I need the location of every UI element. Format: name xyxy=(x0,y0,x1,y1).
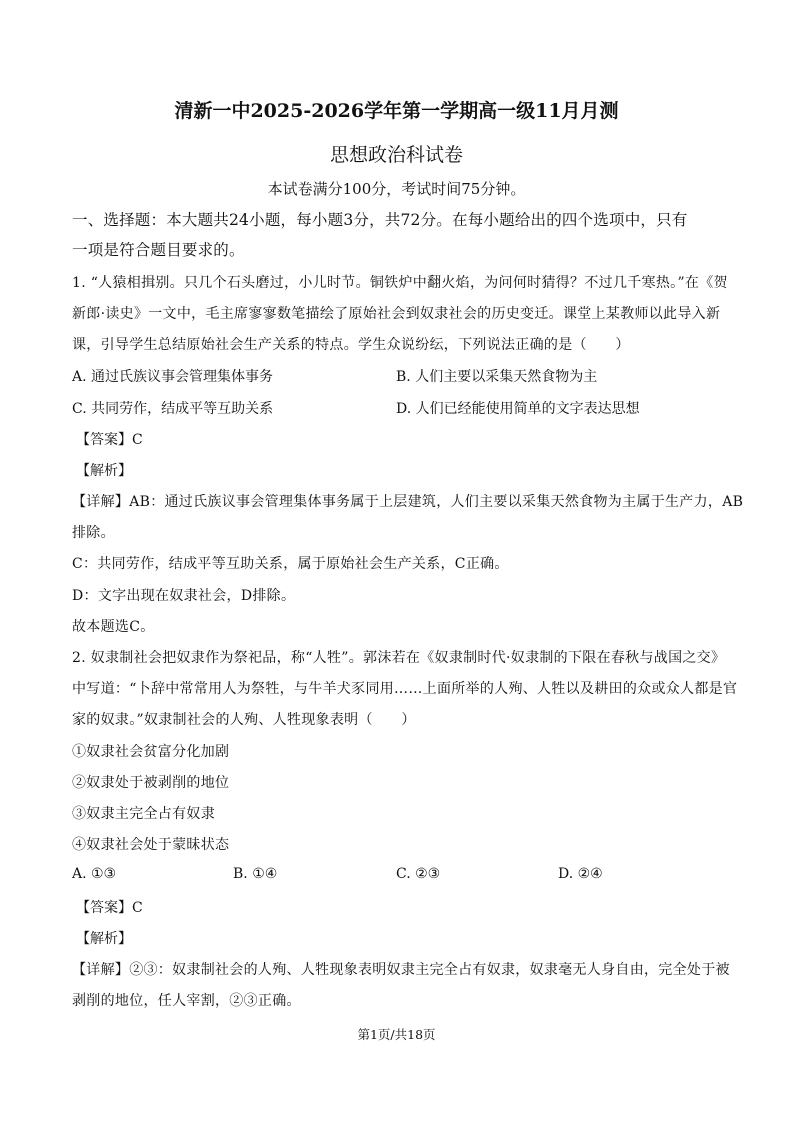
q2-stem-line1: 2. 奴隶制社会把奴隶作为祭祀品，称“人牲”。郭沫若在《奴隶制时代·奴隶制的下限在春秋与战国之交》 xyxy=(72,650,726,666)
q2-item-2: ②奴隶处于被剥削的地位 xyxy=(72,775,230,791)
q1-answer: 【答案】C xyxy=(76,432,143,448)
q2-stem-line2: 中写道：“卜辞中常常用人为祭牲，与牛羊犬豕同用……上面所举的人殉、人牲以及耕田的众或众人都是官 xyxy=(72,681,738,697)
q1-option-b: B. 人们主要以采集天然食物为主 xyxy=(396,369,598,385)
q1-stem-line1: 1. “人猿相揖别。只几个石头磨过，小儿时节。铜铁炉中翻火焰，为问何时猜得？不过几千寒热。”在《贺 xyxy=(72,275,728,291)
q2-option-d: D. ②④ xyxy=(558,866,603,882)
q1-detail-line2: 排除。 xyxy=(72,525,115,541)
q1-stem-line2: 新郎·读史》一文中，毛主席寥寥数笔描绘了原始社会到奴隶社会的历史变迁。课堂上某教师以此导入新 xyxy=(72,306,721,322)
q1-option-d: D. 人们已经能使用简单的文字表达思想 xyxy=(396,401,640,417)
exam-title: 清新一中2025-2026学年第一学期高一级11月月测 xyxy=(174,100,619,122)
q1-analysis-label: 【解析】 xyxy=(76,463,132,479)
section-heading-line1: 一、选择题：本大题共24小题，每小题3分，共72分。在每小题给出的四个选项中，只有 xyxy=(72,211,688,229)
q1-detail-line4: D：文字出现在奴隶社会，D排除。 xyxy=(72,588,296,604)
exam-info: 本试卷满分100分，考试时间75分钟。 xyxy=(267,180,526,198)
q1-stem-line3: 课，引导学生总结原始社会生产关系的特点。学生众说纷纭，下列说法正确的是（ ） xyxy=(72,337,630,353)
q2-detail-line1: 【详解】②③：奴隶制社会的人殉、人牲现象表明奴隶主完全占有奴隶，奴隶毫无人身自由，完全处于被 xyxy=(72,962,730,978)
q1-detail-line3: C：共同劳作，结成平等互助关系，属于原始社会生产关系，C正确。 xyxy=(72,556,509,572)
q2-stem-line3: 家的奴隶。”奴隶制社会的人殉、人牲现象表明（ ） xyxy=(72,712,416,728)
page-number: 第1页/共18页 xyxy=(357,1027,436,1042)
q2-answer: 【答案】C xyxy=(76,900,143,916)
q2-option-a: A. ①③ xyxy=(72,866,117,882)
section-heading-line2: 一项是符合题目要求的。 xyxy=(72,241,245,259)
q2-analysis-label: 【解析】 xyxy=(76,931,132,947)
q2-detail-line2: 剥削的地位，任人宰割，②③正确。 xyxy=(72,993,301,1009)
q1-detail-line5: 故本题选C。 xyxy=(72,619,155,635)
q2-option-b: B. ①④ xyxy=(233,866,278,882)
subject-title: 思想政治科试卷 xyxy=(329,144,463,166)
q1-detail-line1: 【详解】AB：通过氏族议事会管理集体事务属于上层建筑，人们主要以采集天然食物为主属于生产力，AB xyxy=(72,494,744,510)
q2-item-3: ③奴隶主完全占有奴隶 xyxy=(72,806,215,822)
q2-option-c: C. ②③ xyxy=(396,866,441,882)
q2-item-4: ④奴隶社会处于蒙昧状态 xyxy=(72,837,230,853)
q2-item-1: ①奴隶社会贫富分化加剧 xyxy=(72,744,230,760)
q1-option-c: C. 共同劳作，结成平等互助关系 xyxy=(72,401,274,417)
q1-option-a: A. 通过氏族议事会管理集体事务 xyxy=(72,369,274,385)
